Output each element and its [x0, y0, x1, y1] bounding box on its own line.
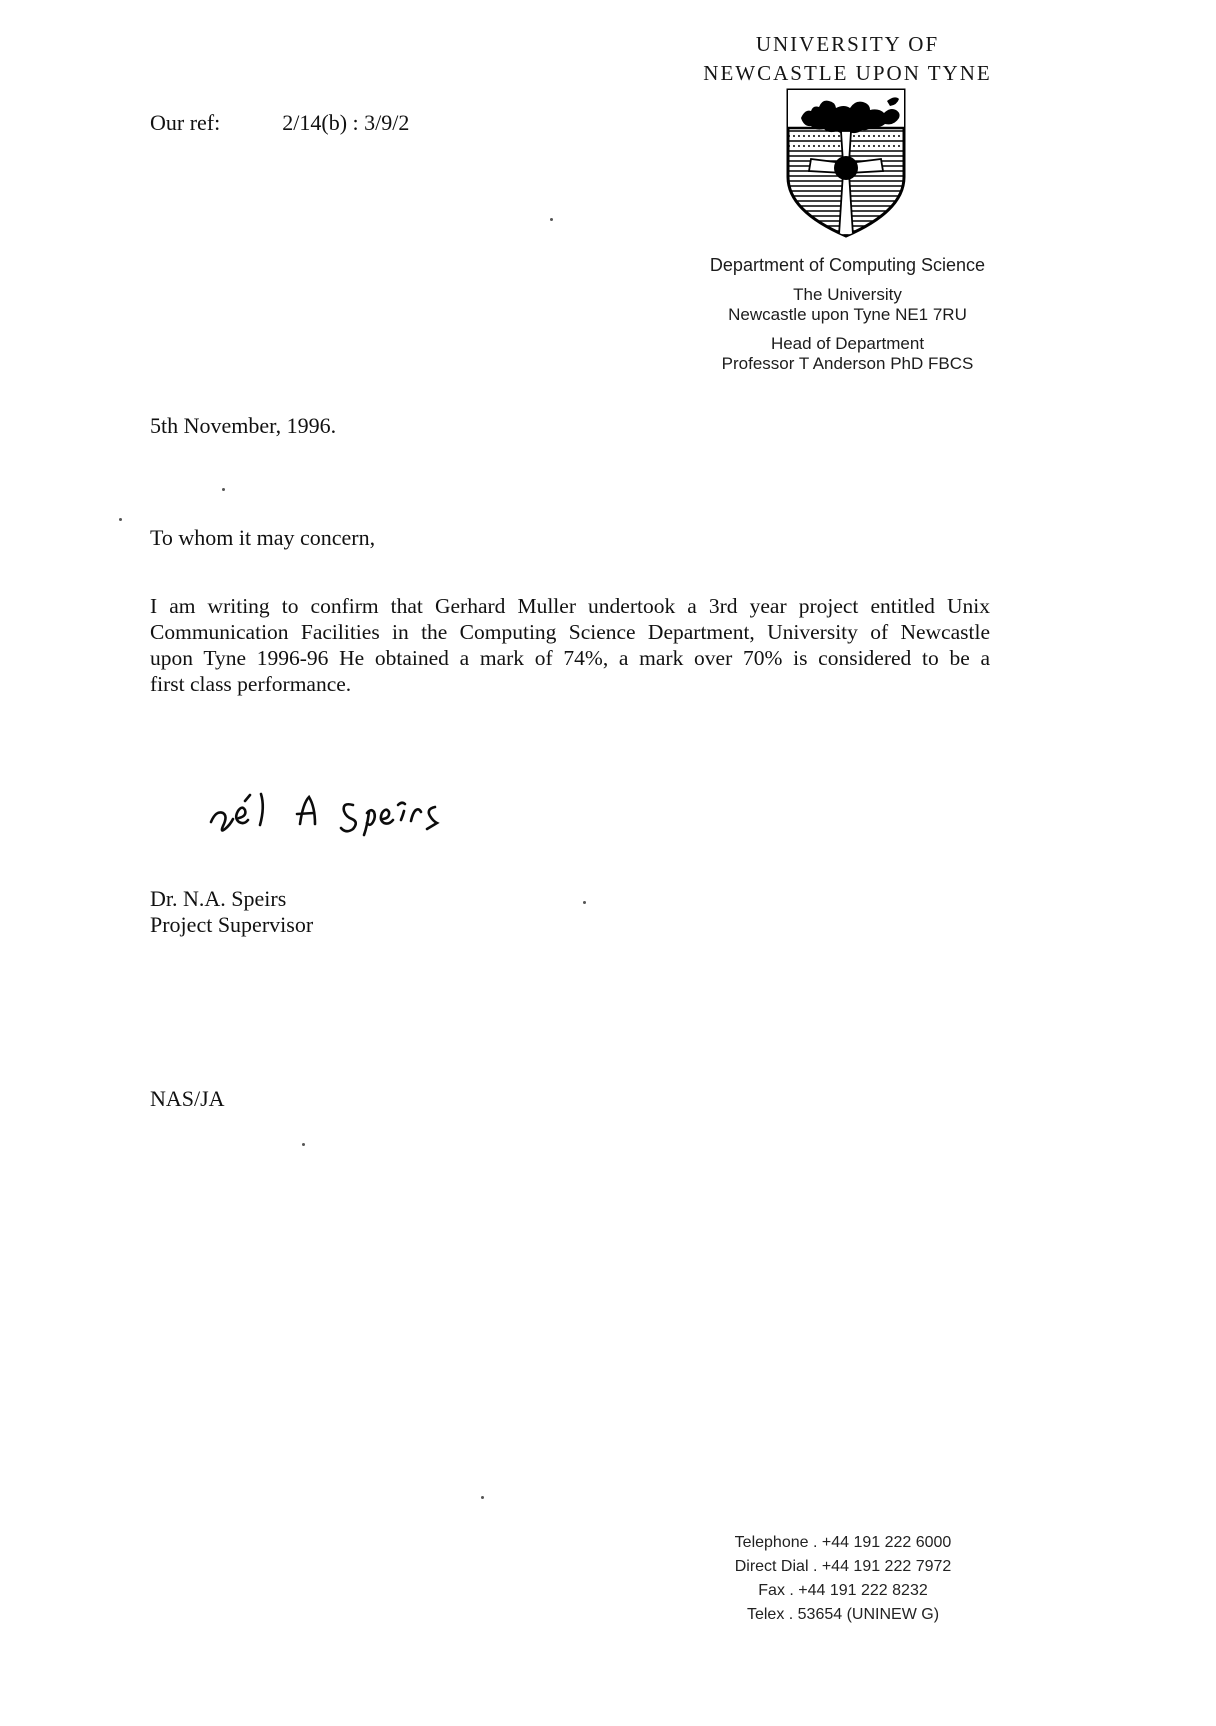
address-line2: Newcastle upon Tyne NE1 7RU: [728, 305, 967, 324]
letter-date: 5th November, 1996.: [150, 413, 337, 438]
university-crest-icon: [783, 85, 909, 241]
scan-artifact-dot: [550, 218, 553, 221]
footer-contact: [693, 1531, 993, 1627]
scan-artifact-dot: [583, 901, 586, 904]
address-line1: The University: [793, 285, 902, 304]
university-name: [680, 30, 1015, 88]
scan-artifact-dot: [222, 488, 225, 491]
university-name-line1: UNIVERSITY OF: [755, 32, 940, 56]
body-line: upon Tyne 1996-96 He obtained a mark of 74%, a mark over 70% is considered to be a: [150, 646, 990, 670]
reference-value: 2/14(b) : 3/9/2: [282, 110, 410, 135]
footer-fax: Fax . +44 191 222 8232: [758, 1582, 928, 1599]
salutation: To whom it may concern,: [150, 525, 376, 550]
scan-artifact-dot: [302, 1143, 305, 1146]
head-of-department-title: Head of Department: [770, 334, 925, 353]
footer-telex: Telex . 53654 (UNINEW G): [746, 1606, 940, 1623]
signer-block: [150, 886, 313, 938]
signer-name: Dr. N.A. Speirs: [150, 886, 287, 911]
reference-label: Our ref:: [150, 110, 221, 135]
letter-body: [150, 593, 990, 697]
footer-direct-dial: Direct Dial . +44 191 222 7972: [734, 1558, 952, 1575]
body-line: Communication Facilities in the Computing Science Department, University of Newcastle: [150, 620, 990, 644]
handwritten-signature: [205, 778, 505, 848]
reference-initials: NAS/JA: [150, 1086, 225, 1111]
reference-row: [150, 110, 409, 136]
signer-title: Project Supervisor: [150, 912, 314, 937]
body-line: first class performance.: [150, 672, 352, 696]
footer-telephone: Telephone . +44 191 222 6000: [734, 1534, 952, 1551]
scan-artifact-dot: [481, 1496, 484, 1499]
university-name-line2: NEWCASTLE UPON TYNE: [703, 61, 992, 85]
department-name: Department of Computing Science: [709, 255, 986, 275]
letterhead-address: [680, 255, 1015, 374]
head-of-department-name: Professor T Anderson PhD FBCS: [721, 354, 974, 373]
scan-artifact-dot: [119, 518, 122, 521]
body-line: I am writing to confirm that Gerhard Muller undertook a 3rd year project entitled Unix: [150, 594, 990, 618]
